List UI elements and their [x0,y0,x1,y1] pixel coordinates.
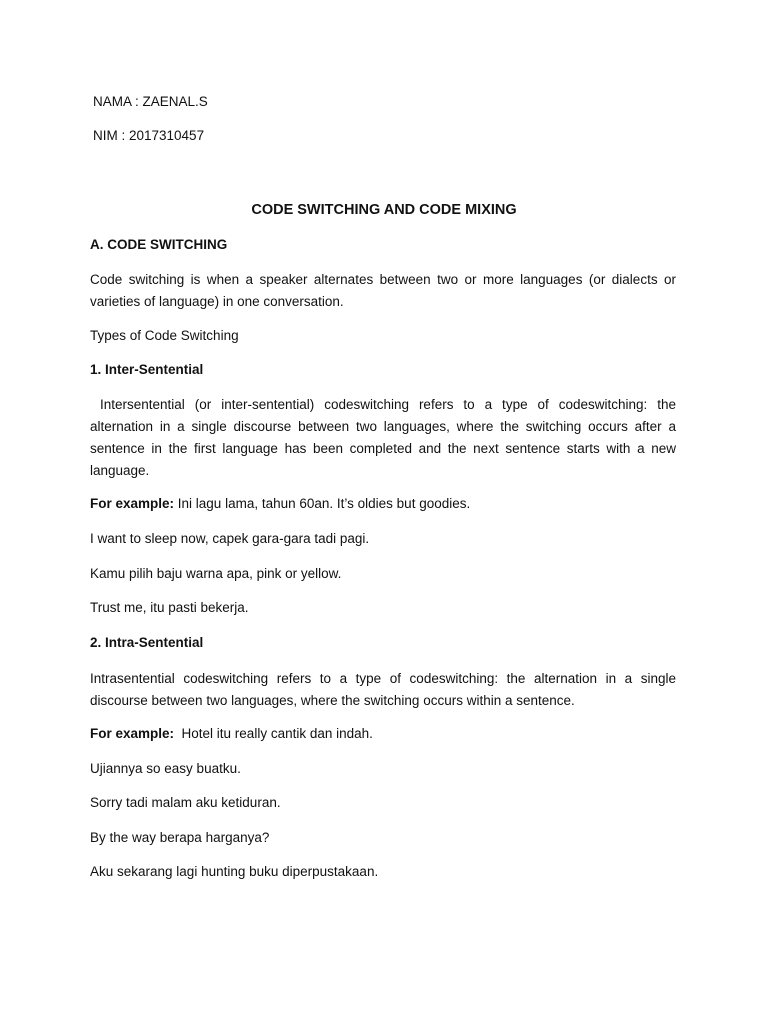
section-a-heading: A. CODE SWITCHING [90,237,228,252]
intra-example-2: Ujiannya so easy buatku. [90,761,241,776]
inter-sentential-heading: 1. Inter-Sentential [90,362,204,377]
intra-sentential-description: Intrasentential codeswitching refers to a type of codeswitching: the alternation in a single discourse between two languages, where the switching occurs within a sentence. [90,671,676,708]
document-title: CODE SWITCHING AND CODE MIXING [251,202,517,218]
inter-example-text: Ini lagu lama, tahun 60an. It’s oldies but goodies. [174,496,471,511]
intra-example-label: For example: [90,726,175,741]
intra-example-5: Aku sekarang lagi hunting buku diperpustakaan. [90,864,379,879]
types-label: Types of Code Switching [90,328,239,343]
inter-example-4: Trust me, itu pasti bekerja. [90,600,249,615]
inter-sentential-description: Intersentential (or inter-sentential) codeswitching refers to a type of codeswitching: the alternation in a single discourse between two languages, where the switching occurs after a sentence in the first language has been completed and the next sentence starts with a new language. [90,397,676,478]
intra-example-3: Sorry tadi malam aku ketiduran. [90,795,281,810]
intra-example-text: Hotel itu really cantik dan indah. [174,726,373,741]
inter-example-2: I want to sleep now, capek gara-gara tadi pagi. [90,531,370,546]
inter-example-line [90,493,470,515]
code-switching-definition: Code switching is when a speaker alternates between two or more languages (or dialects or varieties of language) in one conversation. [90,272,676,309]
intra-example-4: By the way berapa harganya? [90,830,270,845]
inter-example-3: Kamu pilih baju warna apa, pink or yellow. [90,566,342,581]
student-nim: NIM : 2017310457 [93,128,205,143]
student-name: NAMA : ZAENAL.S [93,94,208,109]
inter-example-label: For example: [90,496,175,511]
intra-example-line [90,723,373,745]
intra-sentential-heading: 2. Intra-Sentential [90,635,204,650]
